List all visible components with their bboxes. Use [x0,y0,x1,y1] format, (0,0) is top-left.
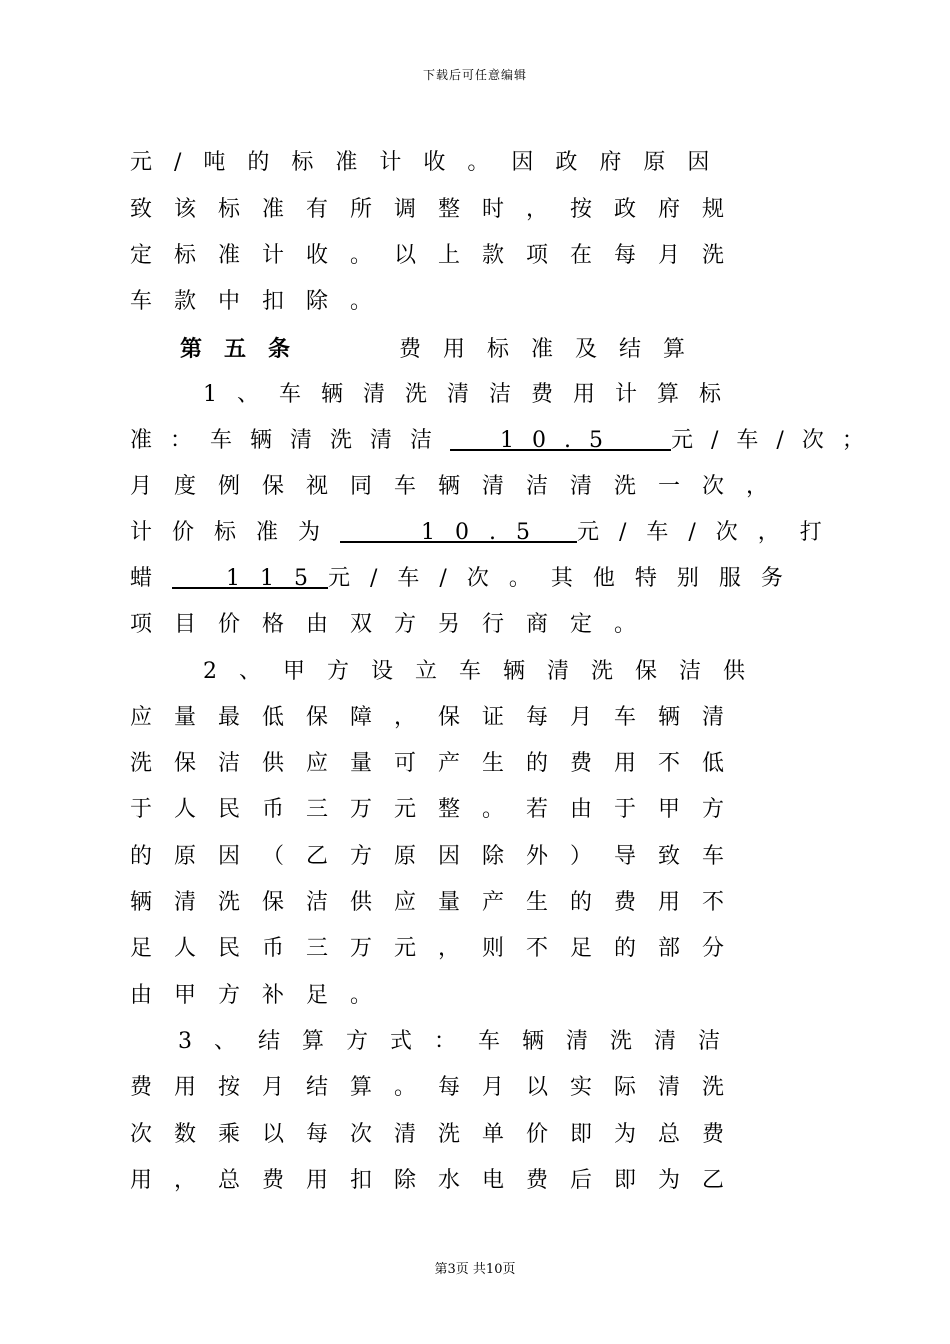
price-line-maintenance [130,517,842,549]
article-number: 第五条 [180,336,313,362]
body-line: 车款中扣除。 [130,289,395,314]
body-line: 费用按月结算。每月以实际清洗 [130,1075,747,1100]
body-line: 元/吨的标准计收。因政府原因 [130,150,732,175]
body-line: 于人民币三万元整。若由于甲方 [130,797,747,822]
body-line: 2、甲方设立车辆清洗保洁供 [203,659,767,684]
body-line: 1、车辆清洗清洁费用计算标 [203,382,741,407]
price-line-wax [130,563,806,595]
body-line: 致该标准有所调整时，按政府规 [130,197,747,222]
price-line-prefix: 蜡 [130,566,173,591]
body-line: 定标准计收。以上款项在每月洗 [130,243,747,268]
price-clean-value: 10.5 [500,428,621,453]
price-line-suffix: 元/车/次。其他特别服务 [328,566,803,591]
price-line-prefix: 准：车辆清洗清洁 [130,428,451,453]
body-line: 用，总费用扣除水电费后即为乙 [130,1168,747,1193]
price-line-prefix: 计价标准为 [130,520,341,545]
price-wax-value: 115 [226,566,329,591]
page-number: 第3页 共10页 [434,1262,516,1277]
article-title: 费用标准及结算 [399,337,708,362]
price-line-suffix: 元/车/次，打 [576,520,842,545]
body-line: 3、结算方式：车辆清洗清洁 [178,1029,742,1054]
body-line: 项目价格由双方另行商定。 [130,612,659,637]
body-line: 足人民币三万元，则不足的部分 [130,936,747,961]
body-line: 应量最低保障，保证每月车辆清 [130,705,747,730]
article-heading-line [180,333,856,365]
price-maintenance-value: 10.5 [421,520,550,545]
body-line: 次数乘以每次清洗单价即为总费 [130,1122,747,1147]
price-line-suffix: 元/车/次； [671,428,882,453]
page-header-note: 下载后可任意编辑 [422,68,527,82]
body-line: 月度例保视同车辆清洁清洗一次， [130,474,791,499]
body-line: 由甲方补足。 [130,983,395,1008]
price-line-clean [130,425,882,457]
body-line: 辆清洗保洁供应量产生的费用不 [130,890,747,915]
body-line: 的原因（乙方原因除外）导致车 [130,844,747,869]
body-line: 洗保洁供应量可产生的费用不低 [130,751,747,776]
